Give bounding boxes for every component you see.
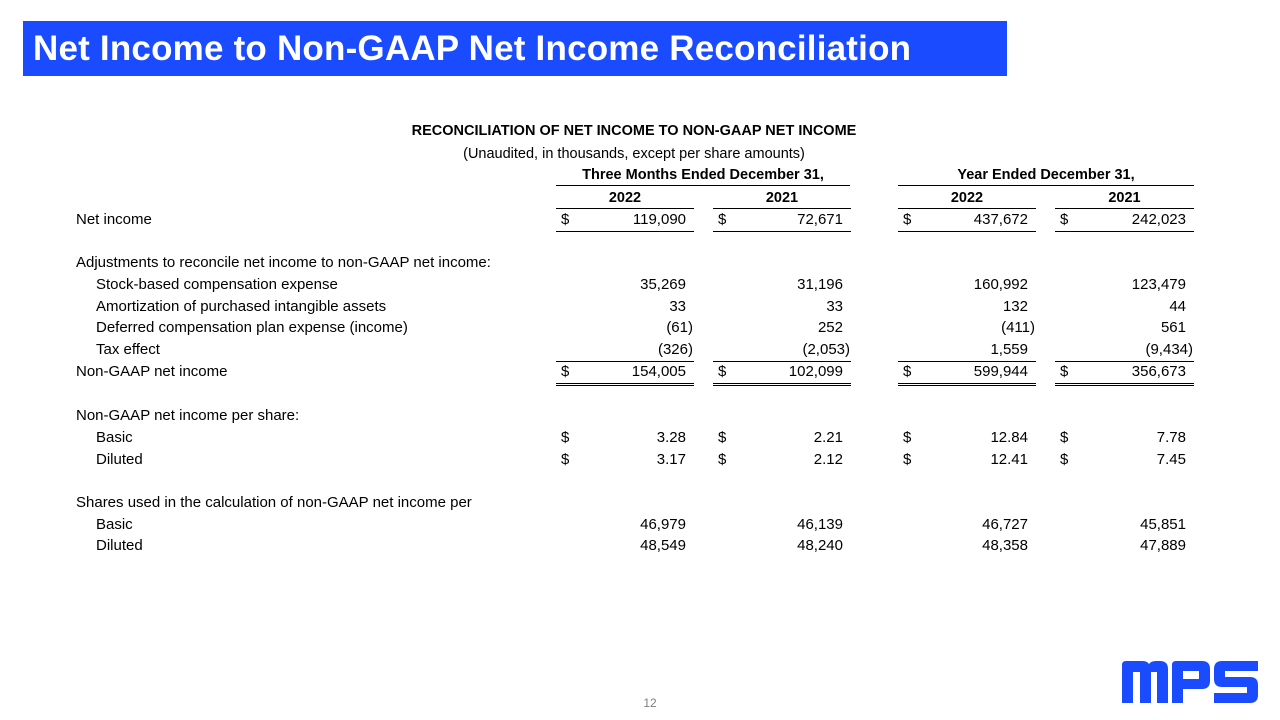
cell-value: 72,671 [797, 211, 843, 228]
table-row-non-gaap-net-income [0, 363, 1280, 385]
table-cell [713, 298, 851, 318]
cell-value: 45,851 [1140, 516, 1186, 533]
row-label: Tax effect [96, 341, 160, 358]
table-cell [556, 429, 694, 449]
table-row-adjustments-header [0, 254, 1280, 276]
table-cell [898, 429, 1036, 449]
table-cell [898, 451, 1036, 471]
currency-symbol: $ [561, 429, 570, 446]
currency-symbol: $ [561, 451, 570, 468]
cell-value: 48,358 [982, 537, 1028, 554]
slide-title: Net Income to Non-GAAP Net Income Reconciliation [33, 29, 912, 68]
cell-value: 119,090 [632, 211, 686, 228]
cell-value: 12.84 [990, 429, 1028, 446]
row-label: Shares used in the calculation of non-GAAP net income per [76, 494, 472, 511]
table-cell [898, 319, 1036, 339]
row-label: Basic [96, 429, 133, 446]
cell-value: 44 [1169, 298, 1186, 315]
table-cell [1055, 298, 1194, 318]
cell-value: 2.21 [813, 429, 843, 446]
table-cell [713, 276, 851, 296]
cell-value: 242,023 [1131, 211, 1186, 228]
row-label: Non-GAAP net income [76, 363, 228, 380]
table-row-deferred-compensation [0, 319, 1280, 341]
currency-symbol: $ [903, 363, 912, 380]
cell-value: 48,549 [640, 537, 686, 554]
table-cell [713, 319, 851, 339]
currency-symbol: $ [718, 211, 727, 228]
table-cell [556, 451, 694, 471]
table-cell [898, 298, 1036, 318]
cell-value: 561 [1160, 319, 1186, 336]
table-cell [556, 276, 694, 296]
cell-value: 2.12 [813, 451, 843, 468]
cell-value: 47,889 [1140, 537, 1186, 554]
row-label: Net income [76, 211, 152, 228]
currency-symbol: $ [903, 451, 912, 468]
table-cell [713, 211, 851, 232]
table-cell [1055, 319, 1194, 339]
table-cell [556, 211, 694, 232]
table-cell [713, 341, 851, 362]
table-cell [713, 537, 851, 557]
table-row-per-share-header [0, 407, 1280, 429]
cell-value: (2,053) [802, 341, 850, 358]
cell-value: 154,005 [631, 363, 686, 380]
page-number: 12 [643, 696, 657, 710]
mps-logo [1122, 661, 1258, 703]
currency-symbol: $ [903, 211, 912, 228]
row-label: Basic [96, 516, 133, 533]
table-cell [1055, 211, 1194, 232]
cell-value: 160,992 [973, 276, 1028, 293]
table-cell [713, 429, 851, 449]
currency-symbol: $ [718, 451, 727, 468]
table-cell [556, 363, 694, 386]
row-label: Diluted [96, 537, 143, 554]
cell-value: 46,979 [640, 516, 686, 533]
cell-value: (61) [666, 319, 693, 336]
currency-symbol: $ [718, 363, 727, 380]
cell-value: (9,434) [1145, 341, 1193, 358]
table-cell [1055, 276, 1194, 296]
table-cell [898, 341, 1036, 362]
currency-symbol: $ [1060, 211, 1069, 228]
cell-value: 3.28 [656, 429, 686, 446]
cell-value: 123,479 [1131, 276, 1186, 293]
table-cell [713, 363, 851, 386]
cell-value: 7.45 [1156, 451, 1186, 468]
year-header-q-2021: 2021 [713, 190, 851, 209]
row-label: Amortization of purchased intangible assets [96, 298, 387, 315]
cell-value: 33 [669, 298, 686, 315]
table-row-amortization [0, 298, 1280, 320]
table-cell [898, 537, 1036, 557]
table-cell [1055, 363, 1194, 386]
cell-value: 31,196 [797, 276, 843, 293]
table-row-tax-effect [0, 341, 1280, 363]
cell-value: 12.41 [990, 451, 1028, 468]
table-cell [713, 516, 851, 536]
table-row-per-share-diluted [0, 451, 1280, 473]
cell-value: (411) [1001, 319, 1035, 336]
row-label: Stock-based compensation expense [96, 276, 338, 293]
cell-value: 102,099 [788, 363, 843, 380]
table-row-shares-diluted [0, 537, 1280, 559]
cell-value: 7.78 [1156, 429, 1186, 446]
cell-value: 132 [1002, 298, 1028, 315]
table-cell [556, 341, 694, 362]
row-label: Non-GAAP net income per share: [76, 407, 300, 424]
currency-symbol: $ [1060, 363, 1069, 380]
table-cell [1055, 516, 1194, 536]
cell-value: 46,139 [797, 516, 843, 533]
year-header-y-2022: 2022 [898, 190, 1036, 209]
table-cell [1055, 451, 1194, 471]
row-label: Diluted [96, 451, 143, 468]
cell-value: 599,944 [973, 363, 1028, 380]
cell-value: 3.17 [656, 451, 686, 468]
cell-value: 46,727 [982, 516, 1028, 533]
report-title: RECONCILIATION OF NET INCOME TO NON-GAAP NET INCOME [411, 123, 857, 139]
table-row-shares-header [0, 494, 1280, 516]
cell-value: 48,240 [797, 537, 843, 554]
title-bar [23, 21, 1007, 76]
table-row-shares-basic [0, 516, 1280, 538]
table-cell [898, 516, 1036, 536]
table-cell [898, 276, 1036, 296]
currency-symbol: $ [903, 429, 912, 446]
table-row-per-share-basic [0, 429, 1280, 451]
currency-symbol: $ [561, 363, 570, 380]
cell-value: 356,673 [1131, 363, 1186, 380]
cell-value: 437,672 [973, 211, 1028, 228]
currency-symbol: $ [561, 211, 570, 228]
currency-symbol: $ [718, 429, 727, 446]
cell-value: 33 [826, 298, 843, 315]
table-row-stock-based-compensation [0, 276, 1280, 298]
cell-value: 35,269 [640, 276, 686, 293]
table-cell [713, 451, 851, 471]
table-cell [556, 298, 694, 318]
cell-value: 252 [817, 319, 843, 336]
report-subtitle: (Unaudited, in thousands, except per share amounts) [463, 146, 805, 162]
year-header-q-2022: 2022 [556, 190, 694, 209]
year-header-y-2021: 2021 [1055, 190, 1194, 209]
currency-symbol: $ [1060, 429, 1069, 446]
currency-symbol: $ [1060, 451, 1069, 468]
row-label: Adjustments to reconcile net income to non-GAAP net income: [76, 254, 491, 271]
table-cell [1055, 341, 1194, 362]
cell-value: 1,559 [990, 341, 1028, 358]
table-cell [1055, 429, 1194, 449]
row-label: Deferred compensation plan expense (income) [96, 319, 408, 336]
period-header-year: Year Ended December 31, [898, 167, 1194, 186]
table-cell [556, 516, 694, 536]
period-header-three-months: Three Months Ended December 31, [556, 167, 850, 186]
table-cell [1055, 537, 1194, 557]
table-cell [556, 319, 694, 339]
table-cell [556, 537, 694, 557]
table-row-net-income [0, 211, 1280, 233]
table-cell [898, 211, 1036, 232]
cell-value: (326) [657, 341, 693, 358]
table-cell [898, 363, 1036, 386]
